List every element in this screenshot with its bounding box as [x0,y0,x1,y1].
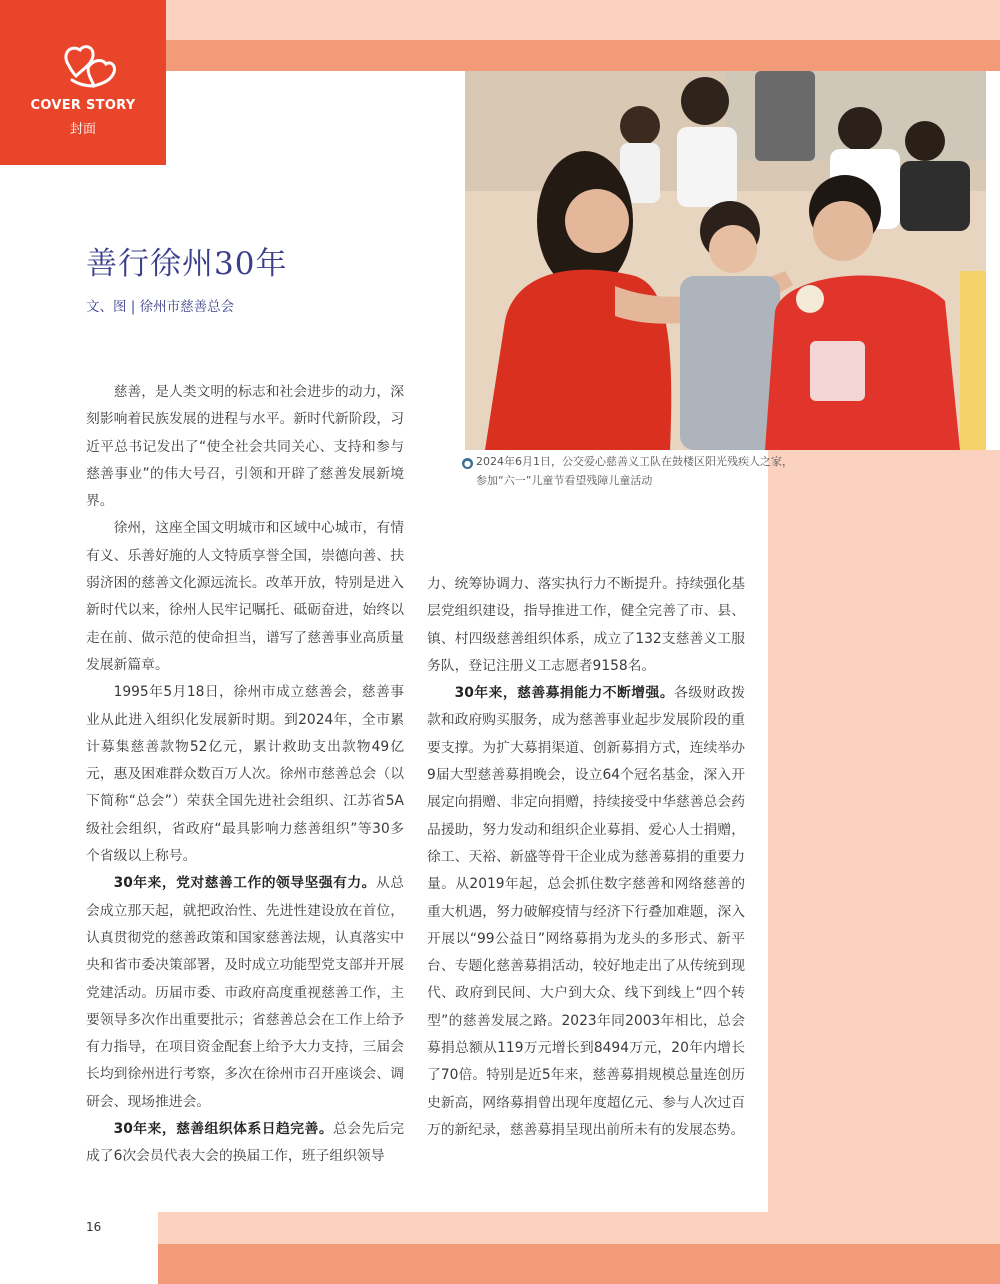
right-decorative-panel [768,450,1000,1212]
cover-story-label-zh: 封面 [69,122,96,137]
body-paragraph: 30年来，党对慈善工作的领导坚强有力。从总会成立那天起，就把政治性、先进性建设放在首位，认真贯彻党的慈善政策和国家慈善法规，认真落实中央和省市委决策部署，及时成立功能型党支部并开展党建活动。历届市委、市政府高度重视慈善工作，主要领导多次作出重要批示；省慈善总会在工作上给予有力指导，在项目资金配套上给予大力支持，三届会长均到徐州进行考察，多次在徐州市召开座谈会、调研会、现场推进会。 [86,875,405,1110]
cover-story-label: COVER STORY [30,98,136,113]
photo-caption [462,452,793,490]
body-column-right [427,571,745,1144]
cover-story-badge [0,0,166,165]
body-column-left [86,379,404,1171]
body-paragraph: 徐州，这座全国文明城市和区域中心城市，有情有义、乐善好施的人文特质享誉全国，崇德向善、扶弱济困的慈善文化源远流长。改革开放，特别是进入新时代以来，徐州人民牢记嘱托、砥砺奋进，始终以走在前、做示范的使命担当，谱写了慈善事业高质量发展新篇章。 [86,520,404,673]
location-pin-icon: ● [462,458,473,469]
body-paragraph: 30年来，慈善募捐能力不断增强。各级财政拨款和政府购买服务，成为慈善事业起步发展阶段的重要支撑。为扩大募捐渠道、创新募捐方式，连续举办9届大型慈善募捐晚会，设立64个冠名基金，深入开展定向捐赠、非定向捐赠，持续接受中华慈善总会药品援助，努力发动和组织企业募捐、爱心人士捐赠，徐工、天裕、新盛等骨干企业成为慈善募捐的重要力量。从2019年起，总会抓住数字慈善和网络慈善的重大机遇，努力破解疫情与经济下行叠加难题，深入开展以“99公益日”网络募捐为龙头的多形式、新平台、专题化慈善募捐活动，较好地走出了从传统到现代、政府到民间、大户到大众、线下到线上“四个转型”的慈善发展之路。2023年同2003年相比，总会募捐总额从119万元增长到8494万元，20年内增长了70倍。特别是近5年来，慈善募捐规模总量连创历史新高，网络募捐曾出现年度超亿元、参与人次过百万的新纪录，慈善募捐呈现出前所未有的发展态势。 [427,685,746,1138]
body-paragraph: 慈善，是人类文明的标志和社会进步的动力，深刻影响着民族发展的进程与水平。新时代新阶段，习近平总书记发出了“使全社会共同关心、支持和参与慈善事业”的伟大号召，引领和开辟了慈善发展新境界。 [86,384,404,510]
section-lead: 30年来，慈善组织体系日趋完善。 [113,1121,334,1138]
body-paragraph-continued: 力、统筹协调力、落实执行力不断提升。持续强化基层党组织建设，指导推进工作，健全完善了市、县、镇、村四级慈善组织体系，成立了132支慈善义工服务队，登记注册义工志愿者9158名。 [427,576,745,674]
section-lead: 30年来，党对慈善工作的领导坚强有力。 [113,875,376,892]
photo-caption-line: ● 2024年6月1日，公交爱心慈善义工队在鼓楼区阳光残疾人之家， [464,455,793,468]
article-photo [465,71,986,450]
top-band-light [166,0,1000,40]
section-lead: 30年来，慈善募捐能力不断增强。 [454,685,675,702]
page-number: 16 [86,1220,102,1234]
article-byline: 文、图 | 徐州市慈善总会 [86,299,235,315]
bottom-band-light [158,1212,1000,1244]
article-title: 善行徐州30年 [86,246,288,282]
photo-caption-line: 参加“六一”儿童节看望残障儿童活动 [476,474,653,487]
top-band-strong [166,40,1000,71]
body-paragraph: 1995年5月18日，徐州市成立慈善会，慈善事业从此进入组织化发展新时期。到2024年，全市累计募集慈善款物52亿元，累计救助支出款物49亿元，惠及困难群众数百万人次。徐州市慈善总会（以下简称“总会”）荣获全国先进社会组织、江苏省5A级社会组织，省政府“最具影响力慈善组织”等30多个省级以上称号。 [86,684,404,865]
bottom-band-strong [158,1244,1000,1284]
body-paragraph: 30年来，慈善组织体系日趋完善。总会先后完成了6次会员代表大会的换届工作，班子组织领导 [86,1121,405,1165]
heart-hands-icon [58,40,120,92]
